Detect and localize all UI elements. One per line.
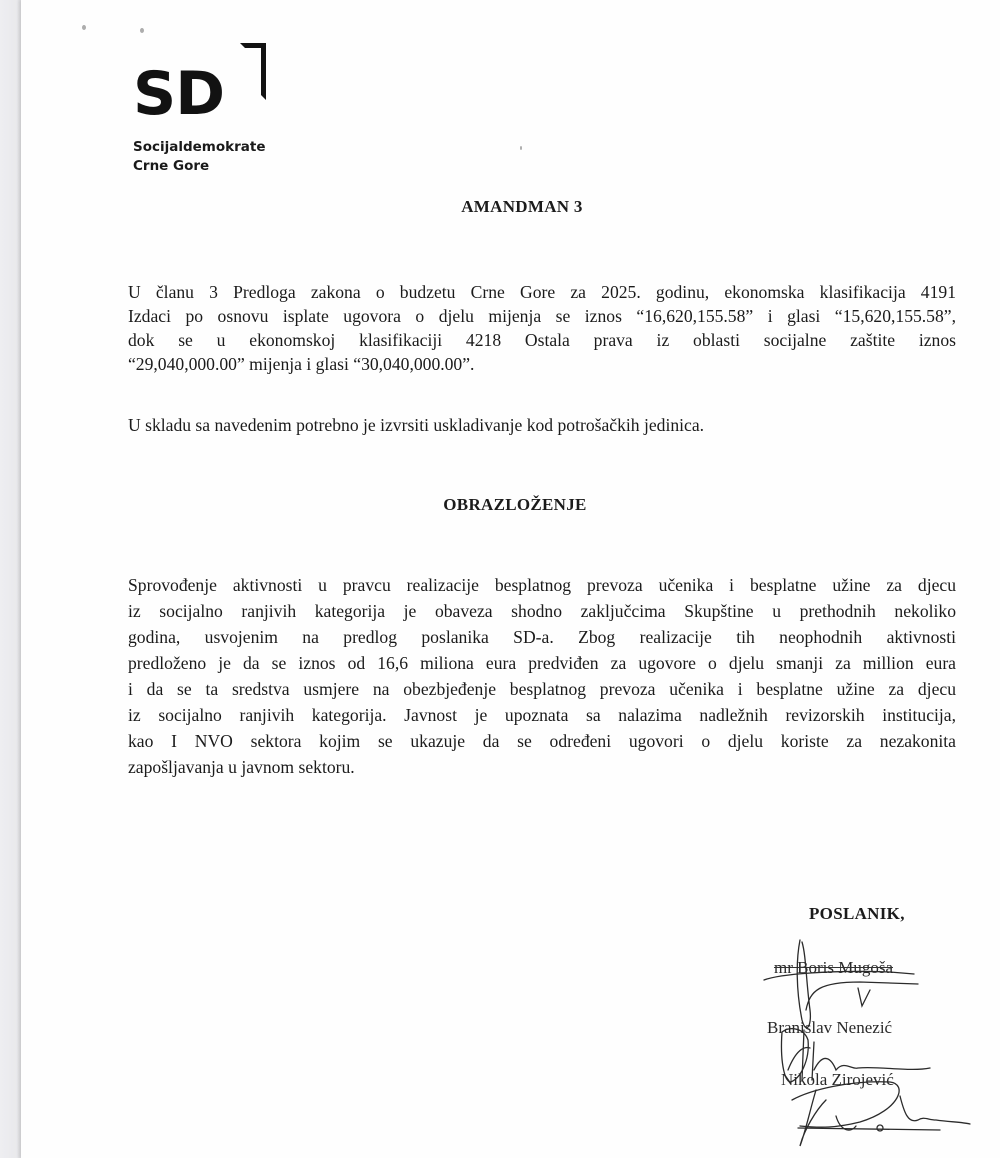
- scan-speck: [140, 28, 144, 33]
- document-title: AMANDMAN 3: [461, 197, 583, 216]
- logo-name-line1: Socijaldemokrate: [133, 139, 266, 155]
- scan-speck: [82, 25, 86, 30]
- scan-speck: [520, 146, 522, 150]
- amendment-paragraph: [128, 280, 956, 376]
- signature-block-title: POSLANIK,: [809, 904, 905, 923]
- text-line: U članu 3 Predloga zakona o budzetu Crne Gore za 2025. godinu, ekonomska klasifikacija 4191: [128, 282, 956, 302]
- justification-paragraph: [128, 572, 956, 780]
- logo-corner-bracket-icon: [240, 43, 266, 100]
- text-line: Sprovođenje aktivnosti u pravcu realizacije besplatnog prevoza učenika i besplatne užine za djecu: [128, 575, 956, 595]
- text-line: iz socijalno ranjivih kategorija. Javnost je upoznata sa nalazima nadležnih revizorskih institucija,: [128, 705, 956, 725]
- text-line: Izdaci po osnovu isplate ugovora o djelu mijenja se iznos “16,620,155.58” i glasi “15,620,155.58”,: [128, 306, 956, 326]
- text-line: i da se ta sredstva usmjere na obezbjeđenje besplatnog prevoza učenika i besplatne užine za djecu: [128, 679, 956, 699]
- section-title: OBRAZLOŽENJE: [443, 495, 587, 514]
- text-line: iz socijalno ranjivih kategorija je obaveza shodno zaključcima Skupštine u prethodnih nekoliko: [128, 601, 956, 621]
- page-edge-strip: [0, 0, 21, 1158]
- logo-party-name: [133, 138, 266, 176]
- text-line: U skladu sa navedenim potrebno je izvrsiti uskladivanje kod potrošačkih jedinica.: [128, 415, 705, 435]
- signatory-name: Nikola Zirojević: [781, 1070, 894, 1089]
- signatory-name: mr Boris Mugoša: [774, 958, 893, 977]
- text-line: godina, usvojenim na predlog poslanika SD-a. Zbog realizacije tih neophodnih aktivnosti: [128, 627, 956, 647]
- text-line: kao I NVO sektora kojim se ukazuje da se određeni ugovori o djelu koriste za nezakonita: [128, 731, 956, 751]
- text-line: “29,040,000.00” mijenja i glasi “30,040,000.00”.: [128, 354, 475, 374]
- signatory-name: Branislav Nenezić: [767, 1018, 893, 1037]
- logo-name-line2: Crne Gore: [133, 158, 210, 174]
- alignment-paragraph: [128, 413, 956, 437]
- party-logo: [133, 40, 273, 175]
- logo-mark: SD: [133, 59, 225, 129]
- text-line: dok se u ekonomskoj klasifikaciji 4218 Ostala prava iz oblasti socijalne zaštite iznos: [128, 330, 956, 350]
- text-line: zapošljavanja u javnom sektoru.: [128, 757, 355, 777]
- text-line: predloženo je da se iznos od 16,6 miliona eura predviđen za ugovore o djelu smanji za million eura: [128, 653, 956, 673]
